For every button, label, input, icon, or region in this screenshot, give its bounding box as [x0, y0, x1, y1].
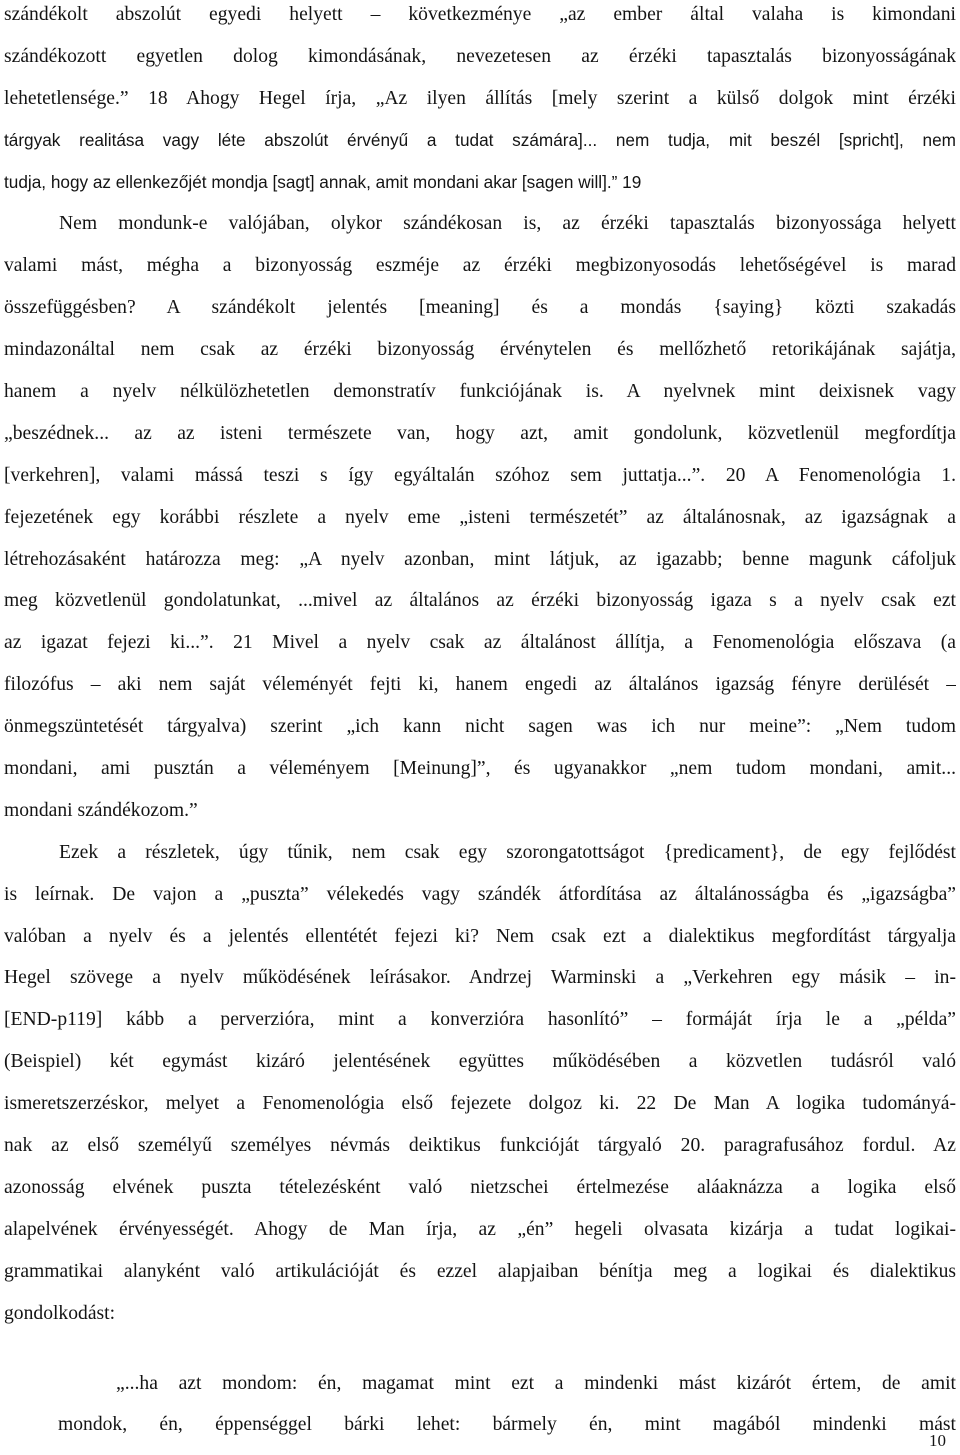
quote-line: „...ha azt mondom: én, magamat mint ezt a mindenki mást kizárót értem, de amit	[116, 1372, 956, 1394]
document-page	[4, 0, 956, 1446]
quote-line: mondok, én, éppenséggel bárki lehet: bármely én, mint magából mindenki mást	[58, 1414, 956, 1436]
text-line: Hegel szövege a nyelv működésének leírásakor. Andrzej Warminski a „Verkehren egy másik – in-	[4, 967, 956, 989]
body-text	[4, 0, 956, 1335]
text-line: mindazonáltal nem csak az érzéki bizonyosság érvénytelen és mellőzhető retorikájának sajátja,	[4, 339, 956, 361]
paragraph-start-line: Ezek a részletek, úgy tűnik, nem csak egy szorongatottságot {predicament}, de egy fejlődést	[59, 841, 956, 863]
block-quote	[4, 1363, 956, 1447]
text-line: szándékolt abszolút egyedi helyett – következménye „az ember által valaha is kimondani	[4, 4, 956, 25]
text-line: lehetetlensége.” 18 Ahogy Hegel írja, „Az ilyen állítás [mely szerint a külső dolgok mint érzéki	[4, 87, 956, 109]
text-line: is leírnak. De vajon a „puszta” vélekedés vagy szándék átfordítása az általánosságba és „igazságba”	[4, 883, 956, 905]
text-line: [verkehren], valami mássá teszi s így egyáltalán szóhoz sem juttatja...”. 20 A Fenomenológia 1.	[4, 464, 956, 486]
text-line: (Beispiel) két egymást kizáró jelentésének együttes működésében a közvetlen tudásról való	[4, 1051, 956, 1073]
text-line: az igazat fejezi ki...”. 21 Mivel a nyelv csak az általánost állítja, a Fenomenológia előszava (a	[4, 632, 956, 654]
text-line: azonosság elvének puszta tételezésként való nietzschei értelmezése aláaknázza a logika első	[4, 1176, 956, 1198]
text-line: mondani, ami pusztán a véleményem [Meinung]”, és ugyanakkor „nem tudom mondani, amit...	[4, 758, 956, 780]
text-line: filozófus – aki nem saját véleményét fejti ki, hanem engedi az általános igazság fényre derülését –	[4, 674, 956, 696]
text-line: mondani szándékozom.”	[4, 799, 198, 821]
text-line: önmegszüntetését tárgyalva) szerint „ich kann nicht sagen was ich nur meine”: „Nem tudom	[4, 716, 956, 738]
text-line: létrehozásaként határozza meg: „A nyelv azonban, mint látjuk, az igazabb; benne magunk cáfoljuk	[4, 548, 956, 570]
text-line: tárgyak realitása vagy léte abszolút érvényű a tudat számára]... nem tudja, mit beszél [spricht], nem	[4, 129, 956, 150]
text-line: alapelvének érvényességét. Ahogy de Man írja, az „én” hegeli olvasata kizárja a tudat logikai-	[4, 1218, 956, 1240]
text-line: valóban a nyelv és a jelentés ellentétét fejezi ki? Nem csak ezt a dialektikus megfordítást tárgyalja	[4, 925, 956, 947]
paragraph-start-line: Nem mondunk-e valójában, olykor szándékosan is, az érzéki tapasztalás bizonyossága helyett	[59, 213, 956, 235]
text-line: „beszédnek... az az isteni természete van, hogy azt, amit gondolunk, közvetlenül megfordítja	[4, 422, 956, 444]
text-line: szándékozott egyetlen dolog kimondásának, nevezetesen az érzéki tapasztalás bizonyosságának	[4, 45, 956, 67]
text-line: valami mást, mégha a bizonyosság eszméje az érzéki megbizonyosodás lehetőségével is marad	[4, 255, 956, 277]
text-line: meg közvetlenül gondolatunkat, ...mivel az általános az érzéki bizonyosság igaza s a nyelv csak ezt	[4, 590, 956, 612]
text-line: gondolkodást:	[4, 1302, 116, 1324]
text-line: összefüggésben? A szándékolt jelentés [meaning] és a mondás {saying} közti szakadás	[4, 297, 956, 319]
text-line: tudja, hogy az ellenkezőjét mondja [sagt] annak, amit mondani akar [sagen will].” 19	[4, 171, 642, 192]
text-line: grammatikai alanyként való artikulációját és ezzel alapjaiban bénítja meg a logikai és dialektikus	[4, 1260, 956, 1282]
text-line: fejezetének egy korábbi részlete a nyelv eme „isteni természetét” az általánosnak, az igazságnak a	[4, 506, 956, 528]
text-line: [END-p119] kább a perverzióra, mint a konverzióra hasonlító” – formáját írja le a „példa”	[4, 1009, 956, 1031]
text-line: ismeretszerzéskor, melyet a Fenomenológia első fejezete dolgoz ki. 22 De Man A logika tudományá-	[4, 1093, 956, 1115]
text-line: hanem a nyelv nélkülözhetetlen demonstratív funkciójának is. A nyelvnek mint deixisnek vagy	[4, 381, 956, 403]
text-line: nak az első személyű személyes névmás deiktikus funkcióját tárgyaló 20. paragrafusához fordul. Az	[4, 1135, 956, 1157]
page-number: 10	[929, 1431, 946, 1450]
